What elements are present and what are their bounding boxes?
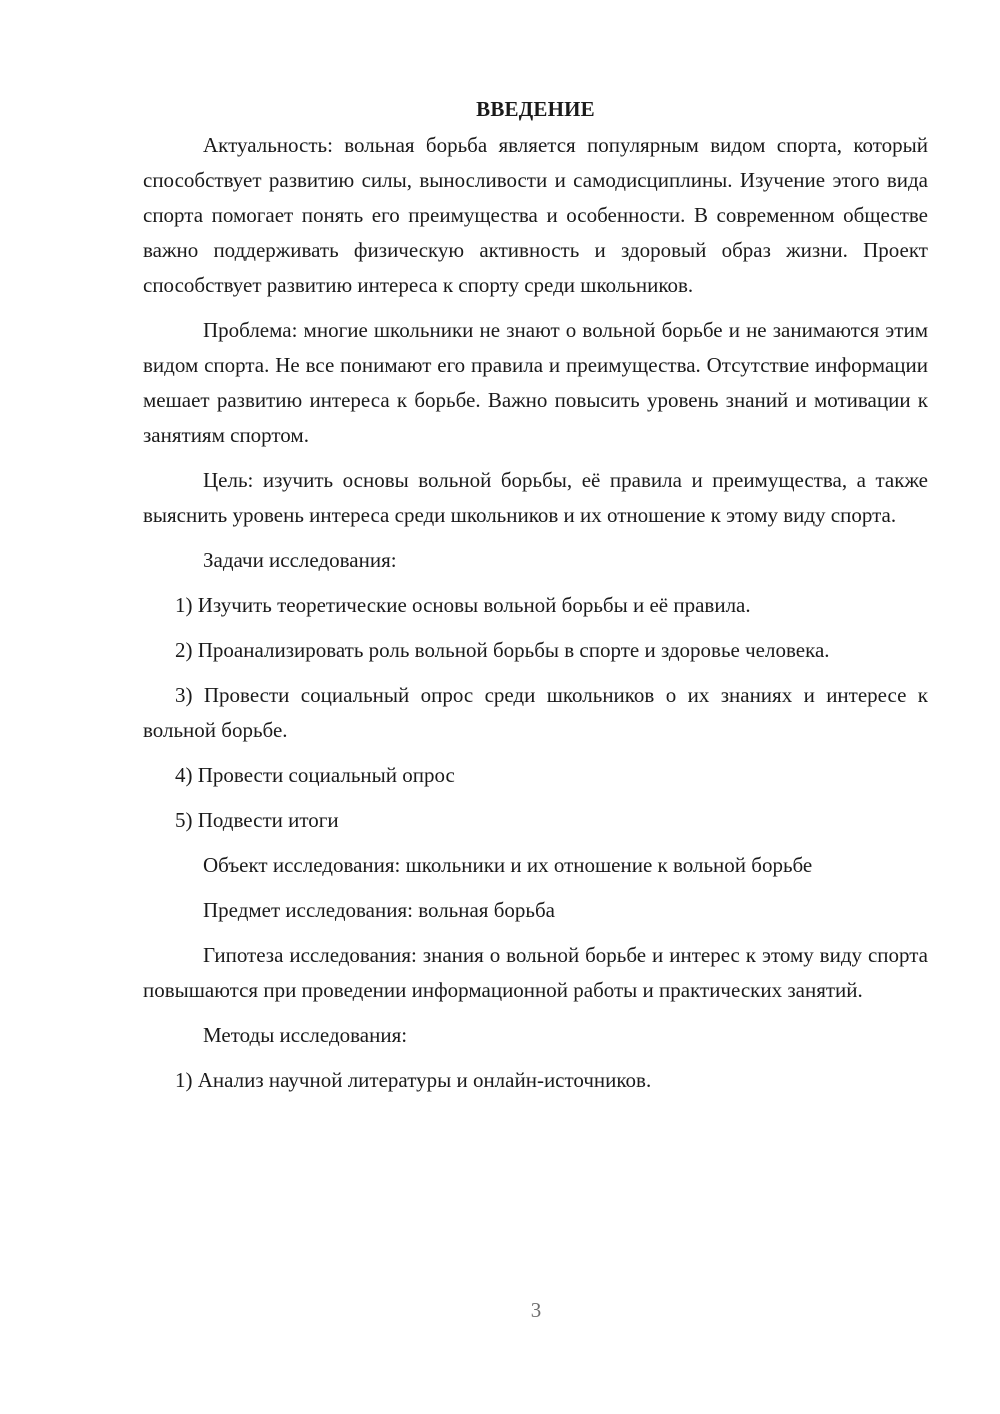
task-item-2: 2) Проанализировать роль вольной борьбы в спорте и здоровье человека. xyxy=(175,638,830,662)
relevance-paragraph: Актуальность: вольная борьба является популярным видом спорта, который способствует развитию силы, выносливости и самодисциплины. Изучение этого вида спорта помогает понять его преимущества и особенности. В современном обществе важно поддерживать физическую активность и здоровый образ жизни. Проект способствует развитию интереса к спорту среди школьников. xyxy=(143,133,928,297)
task-item-1: 1) Изучить теоретические основы вольной борьбы и её правила. xyxy=(175,593,751,617)
problem-paragraph: Проблема: многие школьники не знают о вольной борьбе и не занимаются этим видом спорта. Не все понимают его правила и преимущества. Отсутствие информации мешает развитию интереса к борьбе. Важно повысить уровень знаний и мотивации к занятиям спортом. xyxy=(143,318,928,447)
task-item-4: 4) Провести социальный опрос xyxy=(175,763,455,787)
task-item-3: 3) Провести социальный опрос среди школьников о их знаниях и интересе к вольной борьбе. xyxy=(143,683,928,742)
page-title: ВВЕДЕНИЕ xyxy=(476,97,595,121)
task-item-5: 5) Подвести итоги xyxy=(175,808,339,832)
goal-paragraph: Цель: изучить основы вольной борьбы, её правила и преимущества, а также выяснить уровень интереса среди школьников и их отношение к этому виду спорта. xyxy=(143,468,928,527)
tasks-heading: Задачи исследования: xyxy=(203,548,397,572)
research-object: Объект исследования: школьники и их отношение к вольной борьбе xyxy=(203,853,813,877)
research-subject: Предмет исследования: вольная борьба xyxy=(203,898,555,922)
method-item-1: 1) Анализ научной литературы и онлайн-источников. xyxy=(175,1068,652,1092)
hypothesis-paragraph: Гипотеза исследования: знания о вольной борьбе и интерес к этому виду спорта повышаются при проведении информационной работы и практических занятий. xyxy=(143,943,928,1002)
document-page xyxy=(143,92,928,1108)
page-number: 3 xyxy=(530,1298,542,1322)
methods-heading: Методы исследования: xyxy=(203,1023,408,1047)
